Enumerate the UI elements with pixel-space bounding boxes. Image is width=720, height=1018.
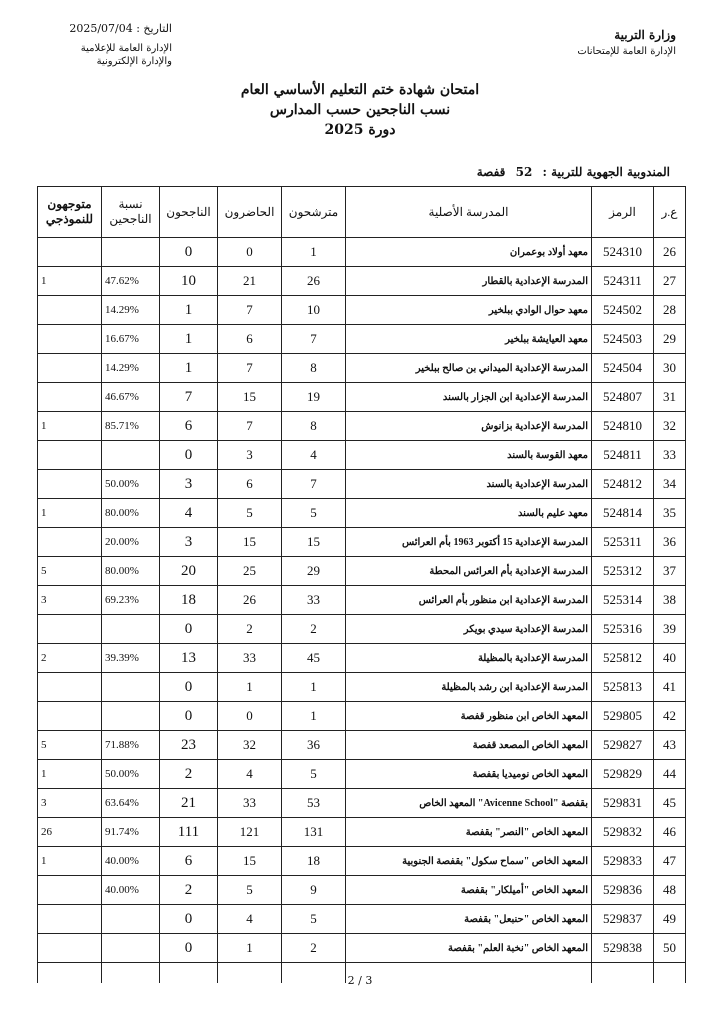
- row-code: 524811: [592, 441, 654, 470]
- row-passed: 0: [160, 934, 218, 963]
- table-row: [38, 296, 686, 325]
- row-present: 5: [218, 876, 282, 905]
- row-code: 529832: [592, 818, 654, 847]
- row-code: 529827: [592, 731, 654, 760]
- row-code: 524502: [592, 296, 654, 325]
- row-passed: 18: [160, 586, 218, 615]
- row-passed: 21: [160, 789, 218, 818]
- table-row: [38, 354, 686, 383]
- row-code: 524310: [592, 238, 654, 267]
- row-present: 2: [218, 615, 282, 644]
- row-code: 525813: [592, 673, 654, 702]
- row-rate: 16.67%: [102, 325, 160, 354]
- row-registered: 18: [282, 847, 346, 876]
- row-present: 6: [218, 470, 282, 499]
- row-school: المعهد الخاص "حنبعل" بقفصة: [346, 905, 592, 934]
- row-passed: 0: [160, 441, 218, 470]
- table-row: [38, 470, 686, 499]
- header-rate: نسبة الناجحين: [102, 187, 160, 238]
- row-oriented: [38, 528, 102, 557]
- row-index: 28: [654, 296, 686, 325]
- row-oriented: 3: [38, 586, 102, 615]
- row-rate: [102, 934, 160, 963]
- row-code: 524503: [592, 325, 654, 354]
- row-present: 0: [218, 702, 282, 731]
- row-present: 5: [218, 499, 282, 528]
- row-rate: 47.62%: [102, 267, 160, 296]
- row-code: 524810: [592, 412, 654, 441]
- row-index: 43: [654, 731, 686, 760]
- row-oriented: [38, 383, 102, 412]
- row-rate: 14.29%: [102, 354, 160, 383]
- row-registered: 15: [282, 528, 346, 557]
- table-row: [38, 644, 686, 673]
- row-index: 41: [654, 673, 686, 702]
- row-index: 48: [654, 876, 686, 905]
- row-oriented: [38, 673, 102, 702]
- row-registered: 7: [282, 325, 346, 354]
- row-oriented: [38, 876, 102, 905]
- region-code: 52: [515, 165, 533, 179]
- row-present: 25: [218, 557, 282, 586]
- table-row: [38, 557, 686, 586]
- row-registered: 8: [282, 412, 346, 441]
- row-school: المدرسة الإعدادية بالقطار: [346, 267, 592, 296]
- table-header-row: [38, 187, 686, 238]
- row-registered: 9: [282, 876, 346, 905]
- header-passed: الناجحون: [160, 187, 218, 238]
- row-index: 46: [654, 818, 686, 847]
- header-index: ع.ر: [654, 187, 686, 238]
- row-school: معهد عليم بالسند: [346, 499, 592, 528]
- row-oriented: [38, 702, 102, 731]
- row-oriented: 5: [38, 731, 102, 760]
- header-oriented: متوجهون للنموذجي: [38, 187, 102, 238]
- row-passed: 20: [160, 557, 218, 586]
- row-registered: 2: [282, 934, 346, 963]
- row-registered: 29: [282, 557, 346, 586]
- row-index: 33: [654, 441, 686, 470]
- row-oriented: [38, 238, 102, 267]
- row-passed: 4: [160, 499, 218, 528]
- row-rate: 14.29%: [102, 296, 160, 325]
- ministry-header: [577, 28, 676, 57]
- row-passed: 0: [160, 702, 218, 731]
- row-index: 36: [654, 528, 686, 557]
- row-rate: [102, 673, 160, 702]
- table-row: [38, 499, 686, 528]
- row-passed: 13: [160, 644, 218, 673]
- row-rate: 71.88%: [102, 731, 160, 760]
- row-code: 529829: [592, 760, 654, 789]
- it-directorate-line1: الإدارة العامة للإعلامية: [80, 43, 172, 54]
- row-present: 21: [218, 267, 282, 296]
- row-oriented: 1: [38, 499, 102, 528]
- row-oriented: 1: [38, 412, 102, 441]
- row-passed: 0: [160, 905, 218, 934]
- row-index: 37: [654, 557, 686, 586]
- row-index: 30: [654, 354, 686, 383]
- row-code: 524311: [592, 267, 654, 296]
- row-code: 524814: [592, 499, 654, 528]
- row-present: 26: [218, 586, 282, 615]
- row-present: 15: [218, 528, 282, 557]
- table-row: [38, 267, 686, 296]
- table-row: [38, 238, 686, 267]
- row-oriented: [38, 934, 102, 963]
- row-passed: 2: [160, 876, 218, 905]
- row-code: 529831: [592, 789, 654, 818]
- row-registered: 1: [282, 673, 346, 702]
- row-rate: 63.64%: [102, 789, 160, 818]
- row-school: المعهد الخاص ابن منظور قفصة: [346, 702, 592, 731]
- row-code: 529836: [592, 876, 654, 905]
- header-school: المدرسة الأصلية: [346, 187, 592, 238]
- row-school: المعهد الخاص المصعد قفصة: [346, 731, 592, 760]
- row-present: 33: [218, 789, 282, 818]
- document-title-block: [0, 82, 720, 138]
- row-rate: [102, 441, 160, 470]
- table-row: [38, 760, 686, 789]
- table-row: [38, 905, 686, 934]
- row-oriented: 1: [38, 847, 102, 876]
- row-registered: 2: [282, 615, 346, 644]
- row-oriented: [38, 905, 102, 934]
- row-present: 32: [218, 731, 282, 760]
- row-passed: 3: [160, 528, 218, 557]
- row-oriented: 1: [38, 267, 102, 296]
- row-index: 47: [654, 847, 686, 876]
- row-passed: 6: [160, 847, 218, 876]
- header-present: الحاضرون: [218, 187, 282, 238]
- row-passed: 1: [160, 296, 218, 325]
- row-passed: 1: [160, 325, 218, 354]
- row-school: المدرسة الإعدادية 15 أكتوبر 1963 بأم العرائس: [346, 528, 592, 557]
- row-oriented: 1: [38, 760, 102, 789]
- row-rate: [102, 238, 160, 267]
- row-school: المعهد الخاص "سماح سكول" بقفصة الجنوبية: [346, 847, 592, 876]
- table-row: [38, 876, 686, 905]
- table-row: [38, 789, 686, 818]
- row-present: 3: [218, 441, 282, 470]
- row-passed: 0: [160, 238, 218, 267]
- row-code: 524807: [592, 383, 654, 412]
- row-present: 4: [218, 905, 282, 934]
- row-school: معهد العيايشة ببلخير: [346, 325, 592, 354]
- row-oriented: 26: [38, 818, 102, 847]
- table-row: [38, 383, 686, 412]
- row-passed: 10: [160, 267, 218, 296]
- row-code: 529805: [592, 702, 654, 731]
- region-label: المندوبية الجهوية للتربية :: [542, 165, 670, 179]
- row-passed: 7: [160, 383, 218, 412]
- header-registered: مترشحون: [282, 187, 346, 238]
- row-code: 525311: [592, 528, 654, 557]
- row-present: 15: [218, 847, 282, 876]
- row-passed: 0: [160, 673, 218, 702]
- row-registered: 19: [282, 383, 346, 412]
- row-rate: [102, 905, 160, 934]
- row-school: المدرسة الإعدادية الميداني بن صالح ببلخير: [346, 354, 592, 383]
- row-rate: 85.71%: [102, 412, 160, 441]
- row-registered: 10: [282, 296, 346, 325]
- row-index: 29: [654, 325, 686, 354]
- row-rate: [102, 702, 160, 731]
- row-passed: 0: [160, 615, 218, 644]
- row-index: 50: [654, 934, 686, 963]
- row-oriented: [38, 354, 102, 383]
- row-registered: 5: [282, 499, 346, 528]
- row-present: 6: [218, 325, 282, 354]
- row-present: 4: [218, 760, 282, 789]
- row-index: 35: [654, 499, 686, 528]
- row-registered: 7: [282, 470, 346, 499]
- row-school: المعهد الخاص "النصر" بقفصة: [346, 818, 592, 847]
- row-code: 525312: [592, 557, 654, 586]
- row-rate: 50.00%: [102, 470, 160, 499]
- row-rate: 69.23%: [102, 586, 160, 615]
- table-row: [38, 818, 686, 847]
- row-index: 27: [654, 267, 686, 296]
- row-school: المدرسة الإعدادية ابن منظور بأم العرائس: [346, 586, 592, 615]
- row-index: 40: [654, 644, 686, 673]
- row-code: 529837: [592, 905, 654, 934]
- row-school: المدرسة الإعدادية بأم العرائس المحطة: [346, 557, 592, 586]
- row-index: 31: [654, 383, 686, 412]
- table-row: [38, 528, 686, 557]
- table-row: [38, 412, 686, 441]
- exam-title: امتحان شهادة ختم التعليم الأساسي العام: [240, 82, 480, 98]
- row-registered: 45: [282, 644, 346, 673]
- row-index: 32: [654, 412, 686, 441]
- row-passed: 1: [160, 354, 218, 383]
- row-rate: 40.00%: [102, 847, 160, 876]
- row-rate: 50.00%: [102, 760, 160, 789]
- row-registered: 5: [282, 905, 346, 934]
- region-line: [471, 165, 670, 179]
- row-oriented: [38, 325, 102, 354]
- row-registered: 33: [282, 586, 346, 615]
- row-present: 7: [218, 296, 282, 325]
- row-passed: 3: [160, 470, 218, 499]
- table-row: [38, 325, 686, 354]
- row-present: 7: [218, 412, 282, 441]
- row-oriented: 2: [38, 644, 102, 673]
- row-index: 45: [654, 789, 686, 818]
- row-present: 1: [218, 673, 282, 702]
- table-body: [38, 238, 686, 984]
- row-registered: 36: [282, 731, 346, 760]
- row-registered: 4: [282, 441, 346, 470]
- row-school: المعهد الخاص "أميلكار" بقفصة: [346, 876, 592, 905]
- session-title: دورة 2025: [324, 122, 396, 138]
- table-row: [38, 702, 686, 731]
- row-code: 524504: [592, 354, 654, 383]
- row-oriented: 5: [38, 557, 102, 586]
- row-school: معهد القوسة بالسند: [346, 441, 592, 470]
- row-oriented: 3: [38, 789, 102, 818]
- table-row: [38, 615, 686, 644]
- table-row: [38, 673, 686, 702]
- table-row: [38, 441, 686, 470]
- header-code: الرمز: [592, 187, 654, 238]
- row-index: 44: [654, 760, 686, 789]
- row-index: 38: [654, 586, 686, 615]
- row-passed: 6: [160, 412, 218, 441]
- row-registered: 26: [282, 267, 346, 296]
- row-registered: 53: [282, 789, 346, 818]
- table-row: [38, 586, 686, 615]
- row-school: معهد أولاد بوعمران: [346, 238, 592, 267]
- date-header: [52, 22, 172, 67]
- region-name: قفصة: [476, 165, 506, 179]
- row-school: بقفصة "Avicenne School" المعهد الخاص: [346, 789, 592, 818]
- results-table: [37, 186, 686, 983]
- exams-directorate: الإدارة العامة للإمتحانات: [577, 46, 676, 57]
- row-school: المدرسة الإعدادية ابن رشد بالمظيلة: [346, 673, 592, 702]
- it-directorate-line2: والإدارة الإلكترونية: [96, 56, 172, 67]
- row-rate: 80.00%: [102, 557, 160, 586]
- row-present: 33: [218, 644, 282, 673]
- row-passed: 111: [160, 818, 218, 847]
- row-rate: [102, 615, 160, 644]
- row-code: 524812: [592, 470, 654, 499]
- row-rate: 91.74%: [102, 818, 160, 847]
- row-oriented: [38, 470, 102, 499]
- row-index: 26: [654, 238, 686, 267]
- row-school: المعهد الخاص نوميديا بقفصة: [346, 760, 592, 789]
- row-school: معهد حوال الوادي ببلخير: [346, 296, 592, 325]
- row-rate: 46.67%: [102, 383, 160, 412]
- report-title: نسب الناجحين حسب المدارس: [269, 102, 451, 118]
- row-present: 1: [218, 934, 282, 963]
- row-passed: 2: [160, 760, 218, 789]
- row-oriented: [38, 296, 102, 325]
- row-present: 0: [218, 238, 282, 267]
- row-school: المدرسة الإعدادية بالمظيلة: [346, 644, 592, 673]
- row-rate: 39.39%: [102, 644, 160, 673]
- row-code: 529838: [592, 934, 654, 963]
- row-index: 49: [654, 905, 686, 934]
- row-code: 529833: [592, 847, 654, 876]
- row-present: 15: [218, 383, 282, 412]
- row-school: المدرسة الإعدادية بالسند: [346, 470, 592, 499]
- row-index: 39: [654, 615, 686, 644]
- row-present: 121: [218, 818, 282, 847]
- row-code: 525314: [592, 586, 654, 615]
- row-passed: 23: [160, 731, 218, 760]
- document-date: التاريخ : 2025/07/04: [69, 22, 172, 35]
- row-school: المدرسة الإعدادية سيدي بويكر: [346, 615, 592, 644]
- row-oriented: [38, 615, 102, 644]
- table-row: [38, 731, 686, 760]
- row-code: 525316: [592, 615, 654, 644]
- row-index: 42: [654, 702, 686, 731]
- row-school: المعهد الخاص "نخبة العلم" بقفصة: [346, 934, 592, 963]
- row-school: المدرسة الإعدادية بزانوش: [346, 412, 592, 441]
- row-registered: 131: [282, 818, 346, 847]
- row-rate: 80.00%: [102, 499, 160, 528]
- row-rate: 40.00%: [102, 876, 160, 905]
- row-rate: 20.00%: [102, 528, 160, 557]
- table-row: [38, 934, 686, 963]
- row-present: 7: [218, 354, 282, 383]
- row-registered: 1: [282, 238, 346, 267]
- page-number: 2 / 3: [347, 974, 373, 987]
- ministry-name: وزارة التربية: [614, 28, 676, 42]
- row-registered: 5: [282, 760, 346, 789]
- row-registered: 1: [282, 702, 346, 731]
- row-index: 34: [654, 470, 686, 499]
- row-oriented: [38, 441, 102, 470]
- table-row: [38, 847, 686, 876]
- row-registered: 8: [282, 354, 346, 383]
- row-code: 525812: [592, 644, 654, 673]
- row-school: المدرسة الإعدادية ابن الجزار بالسند: [346, 383, 592, 412]
